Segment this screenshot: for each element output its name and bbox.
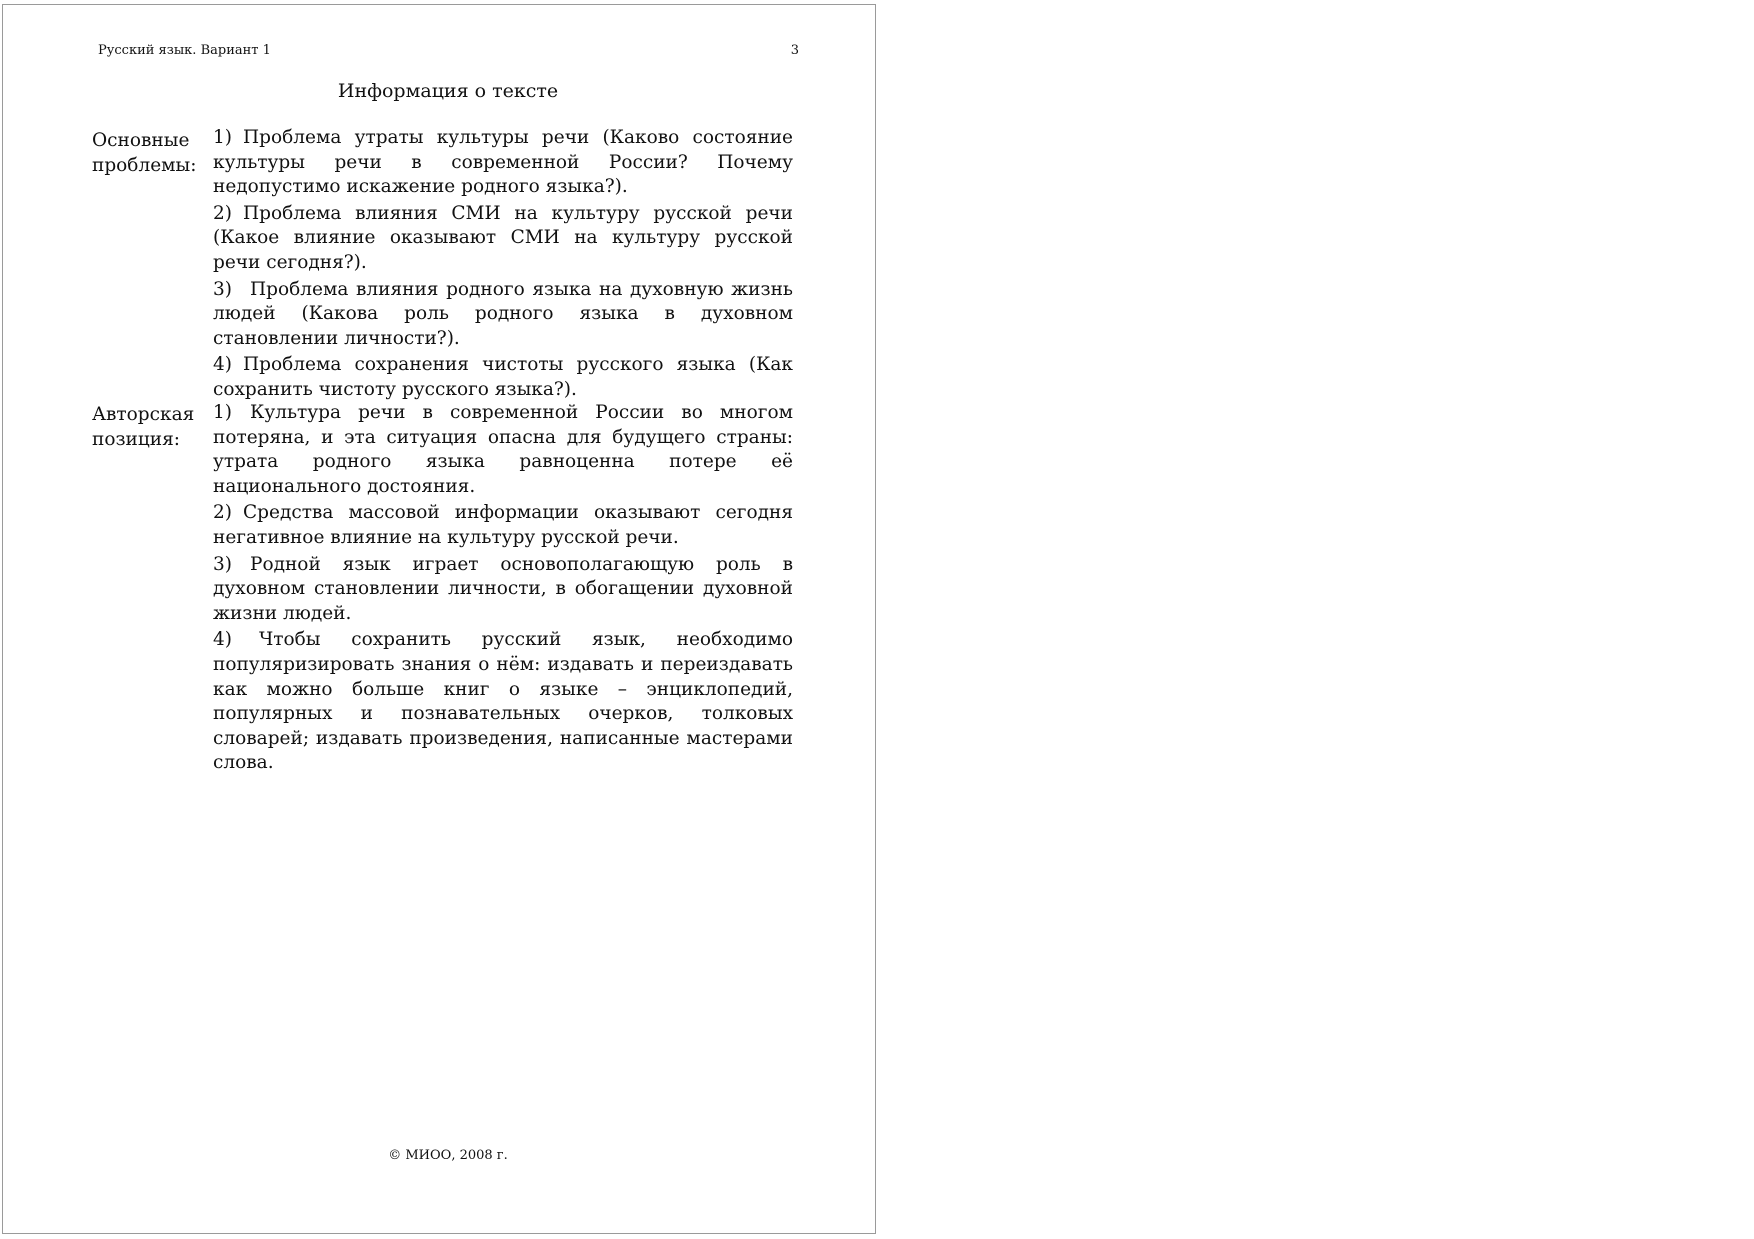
- item-number: 1): [213, 402, 232, 423]
- list-item: [213, 353, 793, 402]
- page-title: Информация о тексте: [337, 80, 559, 102]
- list-item: [213, 401, 793, 499]
- list-item: [213, 501, 793, 550]
- item-number: 4): [213, 629, 232, 651]
- list-item: [213, 126, 793, 200]
- copyright-footer: © МИОО, 2008 г.: [388, 1148, 508, 1163]
- item-text: Родной язык играет основополагающую роль в духовном становлении личности, в обогащении духовной жизни людей.: [213, 553, 793, 624]
- item-number: 3): [213, 553, 232, 575]
- list-item: [213, 278, 793, 352]
- page-number: 3: [790, 43, 799, 58]
- list-item: [213, 628, 793, 776]
- section-label-line: позиция:: [92, 428, 181, 450]
- document-page: [2, 4, 876, 1234]
- item-text: Культура речи в современной России во многом потеряна, и эта ситуация опасна для будущего страны: утрата родного языка равноценна потере её национального достояния.: [213, 402, 793, 497]
- running-header: Русский язык. Вариант 1: [98, 43, 271, 58]
- item-number: 3): [213, 278, 232, 300]
- item-text: Проблема утраты культуры речи (Каково состояние культуры речи в современной России? Почему недопустимо искажение родного языка?).: [213, 127, 793, 198]
- item-text: Чтобы сохранить русский язык, необходимо популяризировать знания о нём: издавать и переиздавать как можно больше книг о языке – энциклопедий, популярных и познавательных очерков, толковых словарей; издавать произведения, написанные мастерами слова.: [213, 629, 793, 774]
- item-text: Проблема влияния родного языка на духовную жизнь людей (Какова роль родного языка в духовном становлении личности?).: [213, 278, 793, 349]
- section-label-line: проблемы:: [92, 154, 197, 176]
- section-label-line: Авторская: [92, 404, 195, 425]
- list-item: [213, 553, 793, 627]
- item-number: 2): [213, 502, 232, 524]
- problems-list: [213, 126, 793, 405]
- item-text: Проблема влияния СМИ на культуру русской речи (Какое влияние оказывают СМИ на культуру русской речи сегодня?).: [213, 202, 793, 273]
- item-number: 2): [213, 202, 232, 224]
- section-label-author-position: [92, 403, 212, 452]
- item-text: Средства массовой информации оказывают сегодня негативное влияние на культуру русской речи.: [213, 502, 793, 548]
- item-number: 4): [213, 354, 232, 376]
- item-text: Проблема сохранения чистоты русского языка (Как сохранить чистоту русского языка?).: [213, 354, 793, 400]
- section-label-line: Основные: [92, 130, 190, 151]
- item-number: 1): [213, 127, 232, 148]
- section-label-problems: [92, 129, 212, 178]
- author-position-list: [213, 401, 793, 778]
- list-item: [213, 202, 793, 276]
